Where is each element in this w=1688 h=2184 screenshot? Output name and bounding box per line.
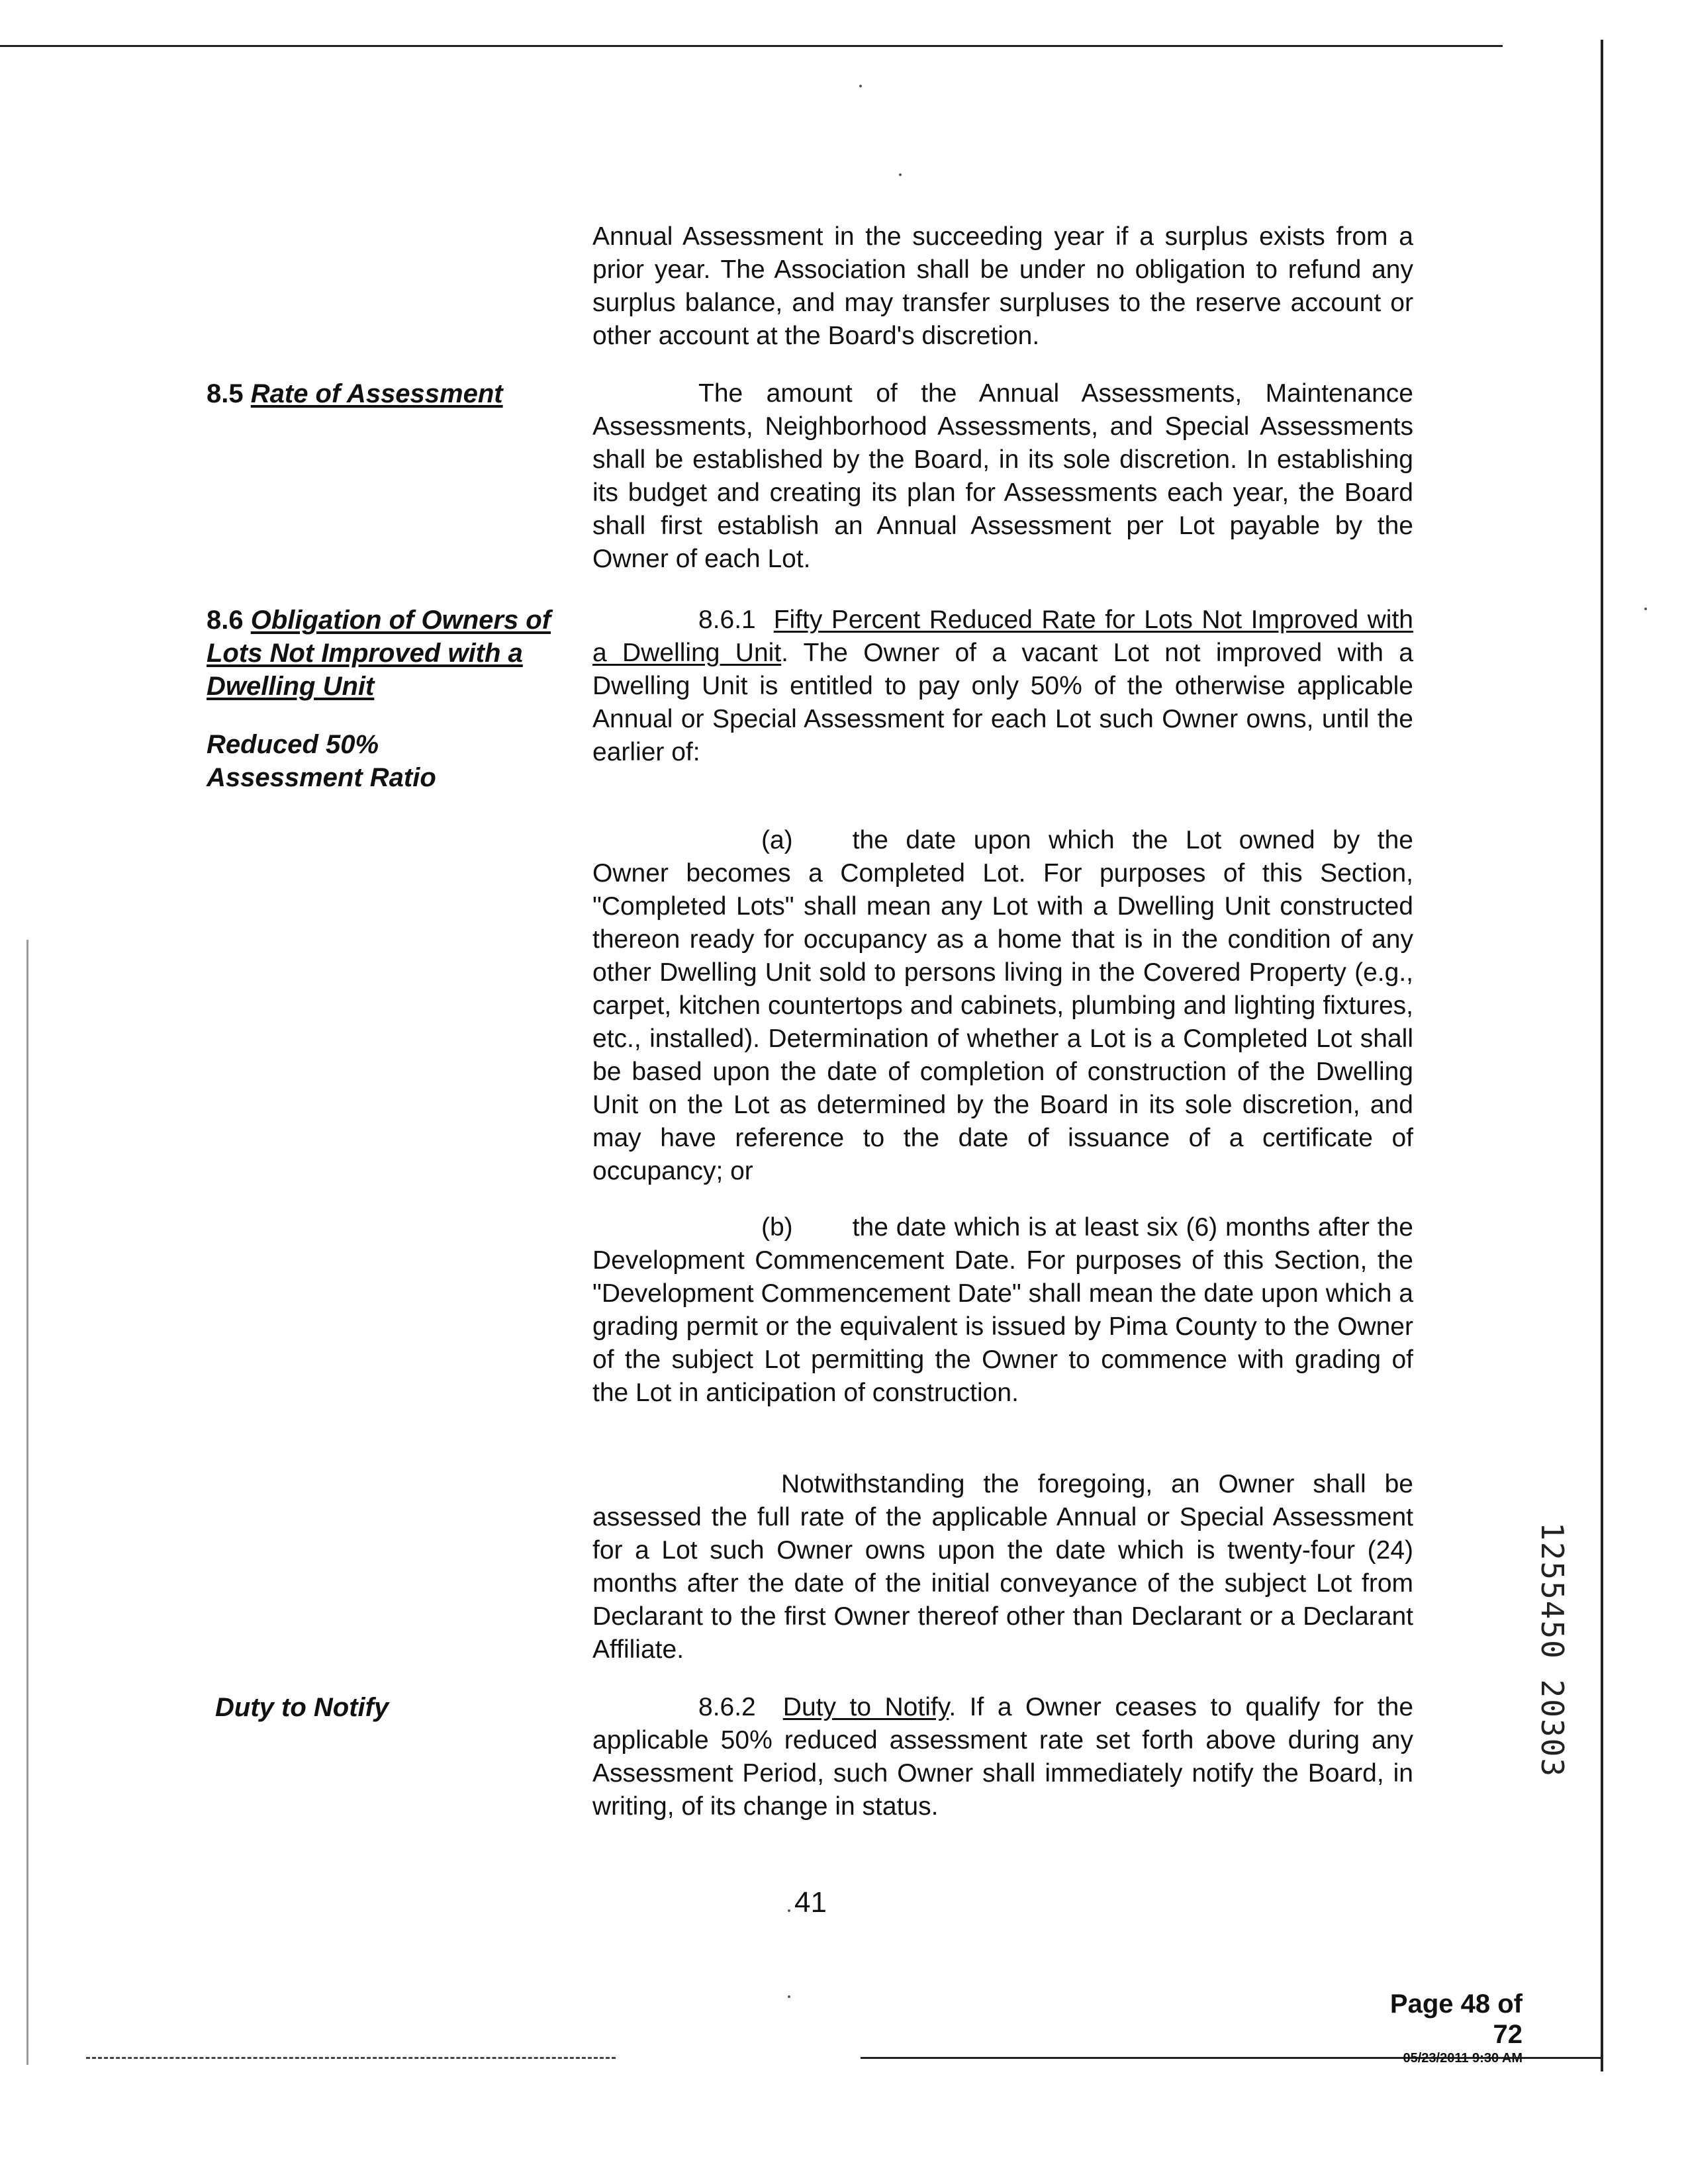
left-border-line [26,940,28,2065]
section-8-5-heading [207,377,503,410]
subsection-body: . If a Owner ceases to qualify for the applicable 50% reduced assessment rate set forth above during any Assessment Period, such Owner shall immediately notify the Board, in writing, of its change in status. [592,1693,1414,1821]
notwithstanding-paragraph: Notwithstanding the foregoing, an Owner shall be assessed the full rate of the applicable Annual or Special Assessment for a Lot such Owner owns upon the date which is twenty-four (24) months after the date of the initial conveyance of the subject Lot from Declarant to the first Owner thereof other than Declarant or a Declarant Affiliate. [592,1470,1413,1664]
scan-speck [788,1995,790,1998]
section-8-6-heading [207,604,564,703]
subsection-body: . The Owner of a vacant Lot not improved with a Dwelling Unit is entitled to pay only 50% of the otherwise applicable Annual or Special Assessment for each Lot such Owner owns, until the earlier of: [592,639,1413,766]
item-label: (b) [761,1213,793,1242]
item-b-paragraph [592,1211,1413,1410]
page-of-label: Page 48 of 72 [1389,1989,1523,2049]
section-title: Obligation of Owners of Lots Not Improved with a Dwelling Unit [207,606,551,701]
subsection-title: Fifty Percent Reduced Rate for Lots Not Improved with a Dwelling Unit [592,606,1413,667]
page-counter-block [1357,1989,1523,2067]
subsection-number: 8.6.2 [698,1693,756,1721]
item-body: the date which is at least six (6) months after the Development Commencement Date. For purposes of this Section, the "Development Commencement Date" shall mean the date upon which a grading permit or the equivalent is issued by Pima County to the Owner of the subject Lot permitting the Owner to commence with grading of the Lot in anticipation of construction. [592,1213,1413,1407]
recording-stamp: 1255450 20303 [1534,1522,1570,1778]
scan-speck [1644,608,1647,610]
scan-speck [859,85,862,87]
section-8-6-1-text [592,604,1413,769]
item-label: (a) [761,826,793,854]
section-8-6-2-text [592,1691,1413,1823]
page-number: 41 [794,1886,827,1919]
intro-paragraph: Annual Assessment in the succeeding year if a surplus exists from a prior year. The Association shall be under no obligation to refund any surplus balance, and may transfer surpluses to the reserve account or other account at the Board's discretion. [592,222,1413,350]
section-number: 8.5 [207,379,244,408]
timestamp-label: 05/23/2011 9:30 AM [1403,2051,1523,2066]
duty-to-notify-side-heading: Duty to Notify [215,1693,389,1722]
right-border-line [1601,40,1603,2071]
item-a-paragraph [592,824,1413,1188]
section-number: 8.6 [207,606,244,635]
scan-speck [788,1909,790,1912]
section-8-6-subheading: Reduced 50% Assessment Ratio [207,730,436,792]
subsection-number: 8.6.1 [698,606,756,634]
subsection-title: Duty to Notify [782,1693,949,1721]
top-border-line [0,45,1503,47]
section-title: Rate of Assessment [250,379,503,408]
section-8-5-text: The amount of the Annual Assessments, Maintenance Assessments, Neighborhood Assessments, and Special Assessments shall be established by the Board, in its sole discretion. In establishing its budget and creating its plan for Assessments each year, the Board shall first establish an Annual Assessment per Lot payable by the Owner of each Lot. [592,379,1413,573]
bottom-dashed-line-left [86,2057,616,2059]
scan-speck [899,173,902,176]
item-body: the date upon which the Lot owned by the Owner becomes a Completed Lot. For purposes of this Section, "Completed Lots" shall mean any Lot with a Dwelling Unit constructed thereon ready for occupancy as a home that is in the condition of any other Dwelling Unit sold to persons living in the Covered Property (e.g., carpet, kitchen countertops and cabinets, plumbing and lighting fixtures, etc., installed). Determination of whether a Lot is a Completed Lot shall be based upon the date of completion of construction of the Dwelling Unit on the Lot as determined by the Board in its sole discretion, and may have reference to the date of issuance of a certificate of occupancy; or [592,826,1413,1185]
